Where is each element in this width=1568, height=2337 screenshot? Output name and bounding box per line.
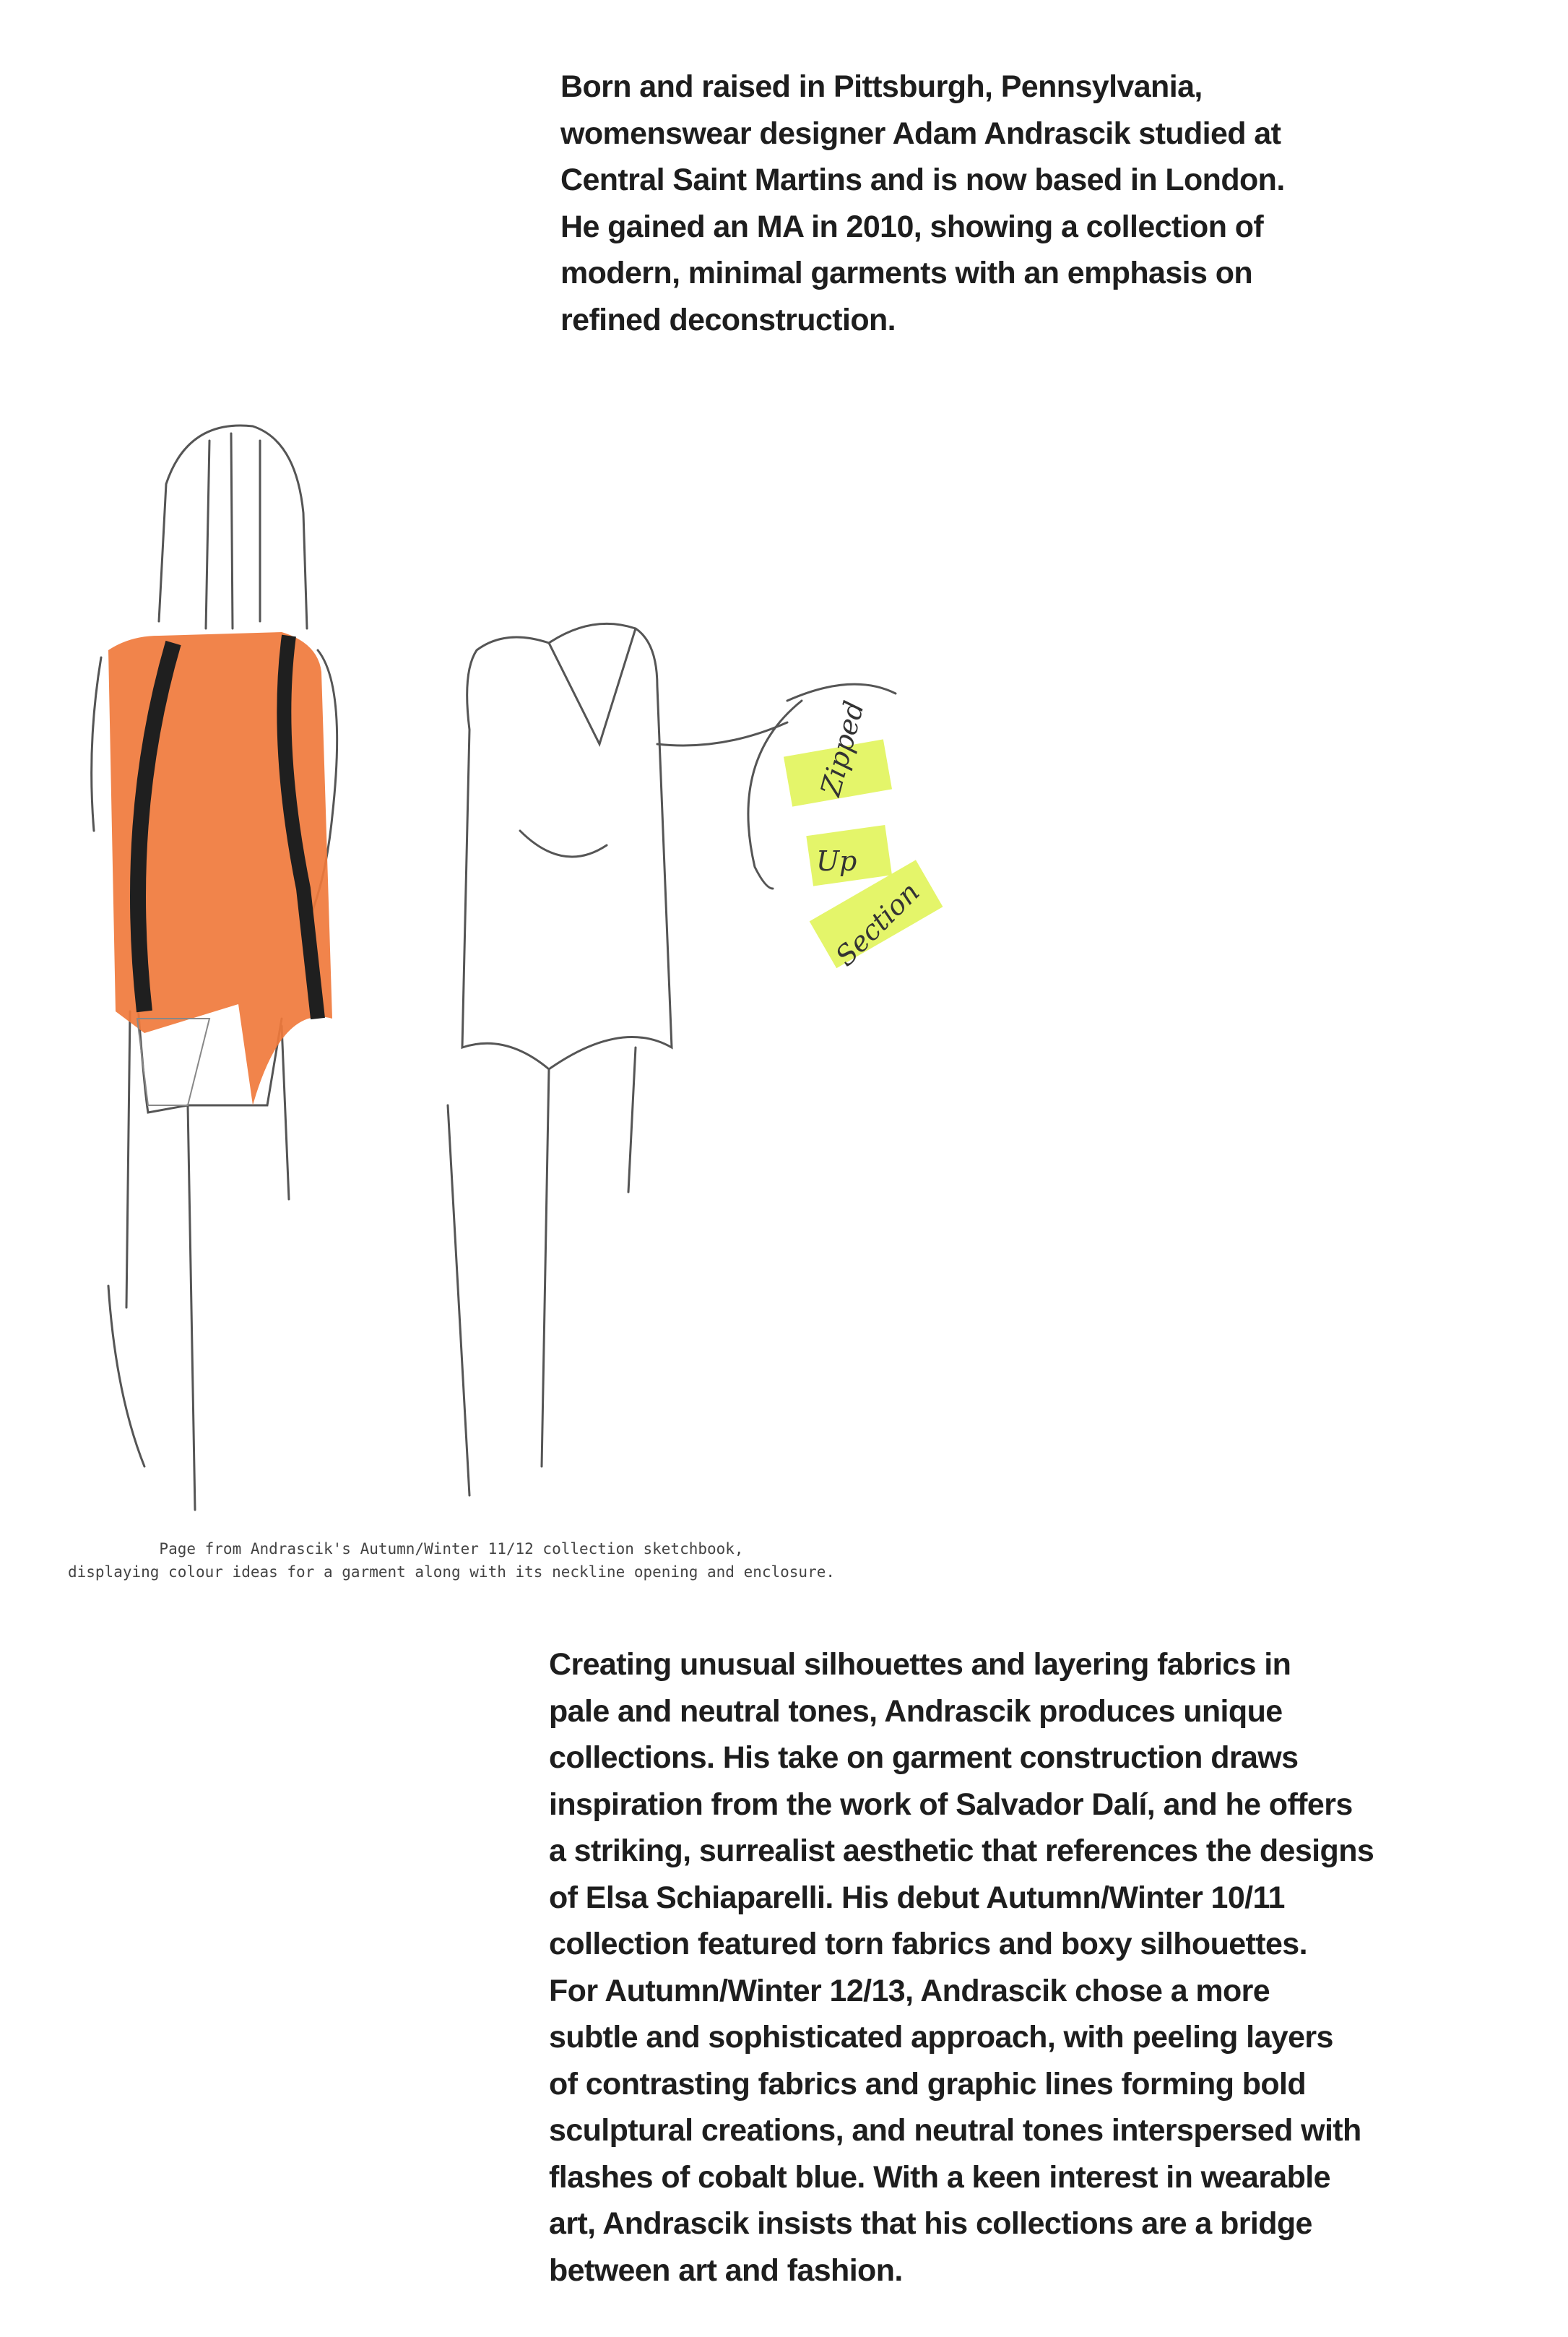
text-line: He gained an MA in 2010, showing a collection of [560, 209, 1264, 244]
text-line: of contrasting fabrics and graphic lines forming bold [549, 2066, 1307, 2101]
text-line: Central Saint Martins and is now based in London. [560, 163, 1285, 197]
text-line: a striking, surrealist aesthetic that references the designs [549, 1833, 1374, 1868]
intro-paragraph [560, 64, 1285, 343]
text-line: collections. His take on garment construction draws [549, 1740, 1299, 1775]
fashion-sketch-illustration [43, 383, 946, 1532]
text-line: modern, minimal garments with an emphasis on [560, 256, 1253, 290]
text-line: Born and raised in Pittsburgh, Pennsylvania, [560, 69, 1203, 104]
text-line: womenswear designer Adam Andrascik studied at [560, 116, 1281, 151]
text-line: sculptural creations, and neutral tones interspersed with [549, 2113, 1361, 2148]
text-line: Creating unusual silhouettes and layering fabrics in [549, 1647, 1291, 1682]
text-line: collection featured torn fabrics and boxy silhouettes. [549, 1927, 1307, 1961]
body-paragraph [549, 1641, 1374, 2294]
text-line: pale and neutral tones, Andrascik produces unique [549, 1693, 1283, 1729]
text-line: flashes of cobalt blue. With a keen interest in wearable [549, 2159, 1330, 2195]
image-caption [43, 1537, 859, 1584]
text-line: inspiration from the work of Salvador Dalí, and he offers [549, 1787, 1353, 1822]
caption-line: Page from Andrascik's Autumn/Winter 11/12 collection sketchbook, [159, 1540, 744, 1558]
note-section: Section [829, 876, 926, 972]
caption-line: displaying colour ideas for a garment along with its neckline opening and enclosure. [67, 1563, 836, 1581]
note-up: Up [816, 845, 857, 877]
text-line: refined deconstruction. [560, 302, 896, 337]
note-zipped: Zipped [814, 697, 870, 800]
text-line: subtle and sophisticated approach, with peeling layers [549, 2020, 1333, 2055]
text-line: For Autumn/Winter 12/13, Andrascik chose a more [549, 1973, 1270, 2008]
handwritten-notes [784, 698, 943, 972]
text-line: of Elsa Schiaparelli. His debut Autumn/Winter 10/11 [549, 1880, 1285, 1915]
text-line: art, Andrascik insists that his collections are a bridge [549, 2206, 1312, 2241]
text-line: between art and fashion. [549, 2252, 903, 2288]
